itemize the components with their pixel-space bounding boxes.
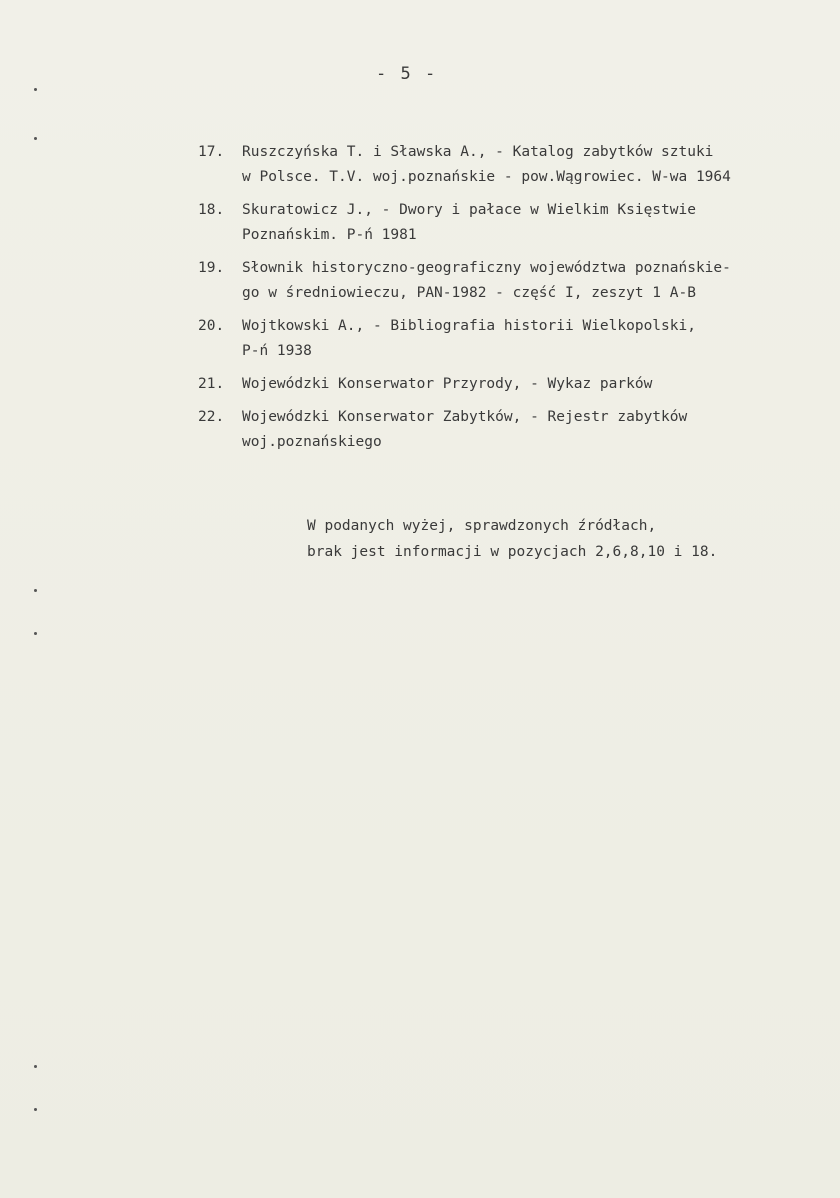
reference-text-line: Wojewódzki Konserwator Zabytków, - Rejestr zabytków [242, 409, 688, 425]
reference-text-line: Słownik historyczno-geograficzny województwa poznańskie- [242, 260, 731, 276]
reference-text-line: P-ń 1938 [242, 343, 312, 359]
reference-text-line: go w średniowieczu, PAN-1982 - część I, zeszyt 1 A-B [242, 285, 696, 301]
reference-number: 20. [198, 318, 225, 334]
reference-number: 18. [198, 202, 225, 218]
closing-note [307, 513, 717, 565]
reference-number: 22. [198, 409, 225, 425]
binding-hole-mark [34, 632, 37, 635]
reference-text-line: woj.poznańskiego [242, 434, 382, 450]
reference-number: 17. [198, 144, 225, 160]
binding-hole-mark [34, 88, 37, 91]
binding-hole-mark [34, 1065, 37, 1068]
reference-item [198, 140, 838, 190]
note-line: W podanych wyżej, sprawdzonych źródłach, [307, 518, 657, 534]
reference-text-line: Wojewódzki Konserwator Przyrody, - Wykaz parków [242, 376, 653, 392]
reference-item [198, 256, 838, 306]
reference-text-line: w Polsce. T.V. woj.poznańskie - pow.Wągrowiec. W-wa 1964 [242, 169, 731, 185]
binding-hole-mark [34, 1108, 37, 1111]
reference-number: 19. [198, 260, 225, 276]
binding-hole-mark [34, 589, 37, 592]
reference-item [198, 198, 838, 248]
reference-number: 21. [198, 376, 225, 392]
reference-item [198, 372, 838, 397]
reference-text-line: Wojtkowski A., - Bibliografia historii Wielkopolski, [242, 318, 696, 334]
reference-item [198, 405, 838, 455]
note-line: brak jest informacji w pozycjach 2,6,8,10 i 18. [307, 544, 718, 560]
reference-item [198, 314, 838, 364]
reference-text-line: Poznańskim. P-ń 1981 [242, 227, 417, 243]
reference-text-line: Skuratowicz J., - Dwory i pałace w Wielkim Księstwie [242, 202, 696, 218]
reference-list [198, 140, 838, 463]
page-number: - 5 - [376, 64, 438, 84]
binding-hole-mark [34, 137, 37, 140]
reference-text-line: Ruszczyńska T. i Sławska A., - Katalog zabytków sztuki [242, 144, 714, 160]
